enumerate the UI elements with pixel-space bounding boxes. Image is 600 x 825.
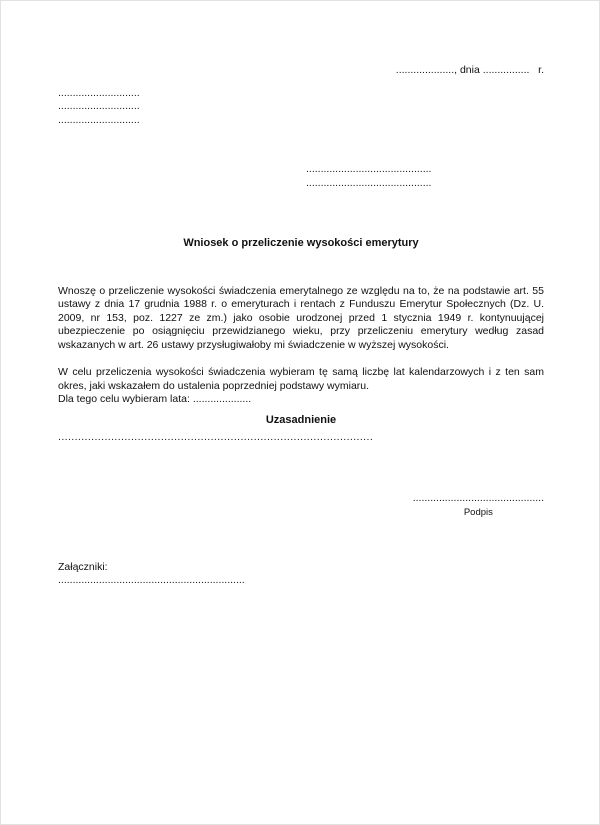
date-fill-line: ...................., dnia ................ r. <box>395 64 544 76</box>
body-paragraph-2: W celu przeliczenia wysokości świadczenia wybieram tę samą liczbę lat kalendarzowych i z ten sam okres, jaki wskazałem do ustalenia poprzedniej podstawy wymiaru. <box>58 366 544 392</box>
document-title: Wniosek o przeliczenie wysokości emerytury <box>183 237 419 249</box>
signature-label: Podpis <box>463 507 493 518</box>
attachments-fill-line: ................................................................ <box>58 574 245 586</box>
sender-fill-line: ............................ <box>58 113 140 126</box>
document-content <box>1 64 599 588</box>
years-fill-line: Dla tego celu wybieram lata: .................... <box>58 393 252 405</box>
signature-area <box>413 492 544 520</box>
justification-heading: Uzasadnienie <box>265 413 337 426</box>
recipient-fill-line: ........................................... <box>306 176 432 189</box>
attachments-block <box>58 561 544 588</box>
signature-block <box>58 492 544 520</box>
justification-fill-line: ............................................................................................... <box>58 431 374 443</box>
recipient-fill-line: ........................................... <box>306 163 432 175</box>
recipient-block <box>306 163 544 190</box>
sender-fill-line: ............................ <box>58 86 140 99</box>
attachments-label: Załączniki: <box>58 560 108 573</box>
sender-block <box>58 87 544 128</box>
body-paragraph-1: Wnoszę o przeliczenie wysokości świadczenia emerytalnego ze względu na to, że na podstawie art. 55 ustawy z dnia 17 grudnia 1988 r. o emeryturach i rentach z Funduszu Emerytur Społecznych (Dz. U. 2009, nr 153, poz. 1227 ze zm.) jako osobie urodzonej przed 1 stycznia 1949 r. kontynuującej ubezpieczenie po osiągnięciu przewidzianego wieku, przy przeliczeniu emerytury według zasad wskazanych w art. 26 ustawy przysługiwałoby mi świadczenie w wyższej wysokości. <box>58 284 544 351</box>
signature-fill-line: ............................................. <box>412 491 544 504</box>
sender-fill-line: ............................ <box>58 100 140 112</box>
